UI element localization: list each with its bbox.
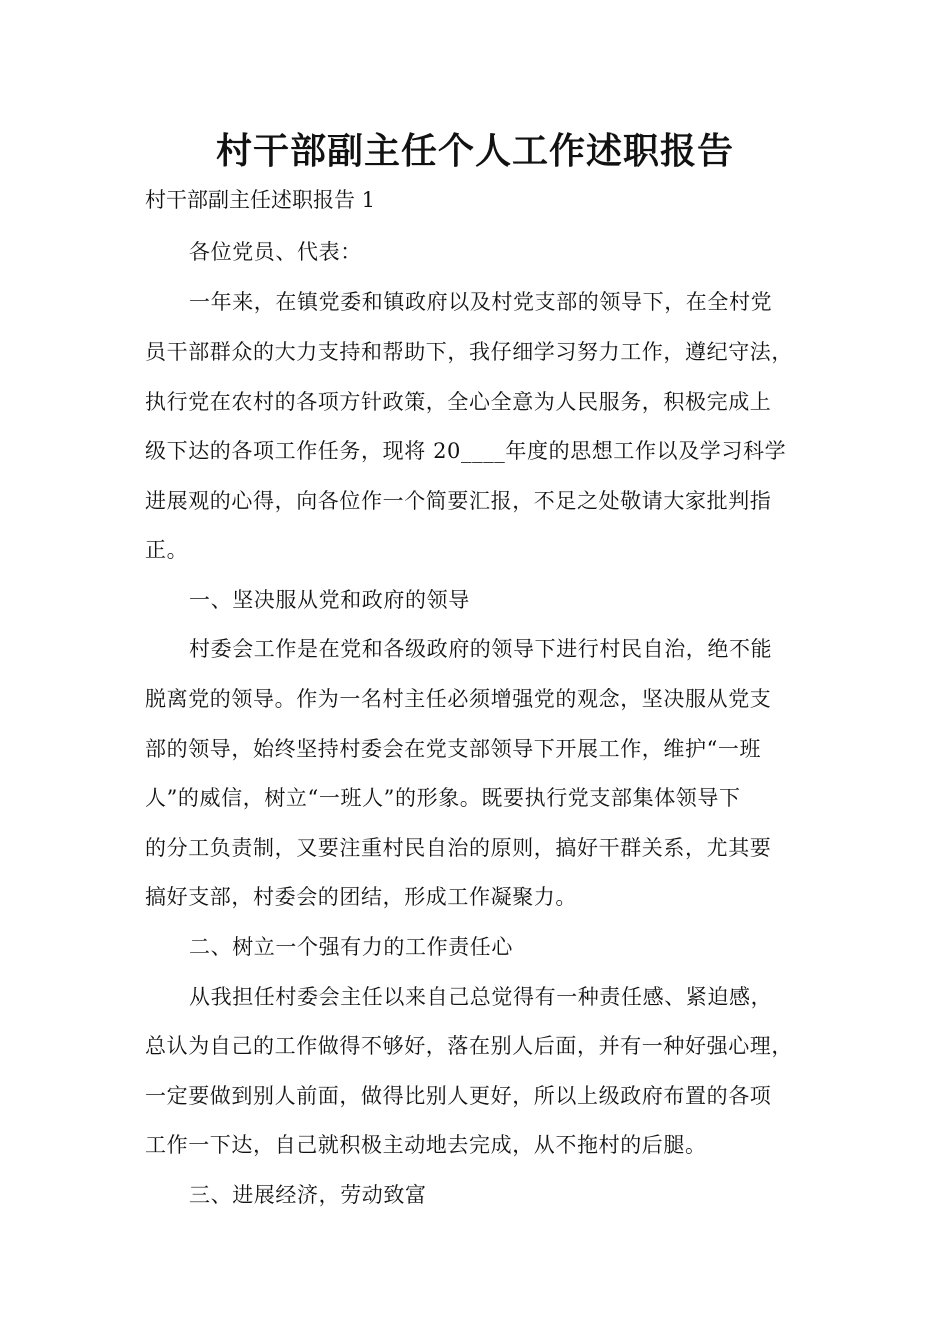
paragraph-line: 一定要做到别人前面，做得比别人更好，所以上级政府布置的各项 — [145, 1084, 772, 1108]
paragraph-line: 搞好支部，村委会的团结，形成工作凝聚力。 — [145, 885, 577, 909]
section-heading: 一、坚决服从党和政府的领导 — [189, 588, 470, 612]
paragraph-line: 总认为自己的工作做得不够好，落在别人后面，并有一种好强心理， — [145, 1034, 793, 1058]
section-heading: 三、进展经济，劳动致富 — [189, 1183, 427, 1207]
paragraph-line: 脱离党的领导。作为一名村主任必须增强党的观念，坚决服从党支 — [145, 687, 772, 711]
document-subtitle: 村干部副主任述职报告 1 — [145, 188, 376, 212]
paragraph-line: 执行党在农村的各项方针政策，全心全意为人民服务，积极完成上 — [145, 390, 772, 414]
paragraph-line: 村委会工作是在党和各级政府的领导下进行村民自治，绝不能 — [189, 637, 773, 661]
paragraph-line: 从我担任村委会主任以来自己总觉得有一种责任感、紧迫感， — [189, 985, 773, 1009]
paragraph-line: 正。 — [145, 538, 189, 562]
salutation: 各位党员、代表： — [189, 240, 362, 264]
paragraph-line: 员干部群众的大力支持和帮助下，我仔细学习努力工作，遵纪守法， — [145, 340, 793, 364]
paragraph-line: 部的领导，始终坚持村委会在党支部领导下开展工作，维护“一班 — [145, 737, 762, 761]
section-heading: 二、树立一个强有力的工作责任心 — [189, 935, 513, 959]
document-title: 村干部副主任个人工作述职报告 — [215, 131, 734, 172]
paragraph-line: 的分工负责制，又要注重村民自治的原则，搞好干群关系，尤其要 — [145, 836, 772, 860]
paragraph-line: 一年来，在镇党委和镇政府以及村党支部的领导下，在全村党 — [189, 290, 773, 314]
paragraph-line: 工作一下达，自己就积极主动地去完成，从不拖村的后腿。 — [145, 1133, 707, 1157]
paragraph-line: 进展观的心得，向各位作一个简要汇报，不足之处敬请大家批判指 — [145, 489, 772, 513]
paragraph-line: 人”的威信，树立“一班人”的形象。既要执行党支部集体领导下 — [145, 786, 741, 810]
paragraph-line: 级下达的各项工作任务，现将 20____年度的思想工作以及学习科学 — [145, 439, 787, 463]
